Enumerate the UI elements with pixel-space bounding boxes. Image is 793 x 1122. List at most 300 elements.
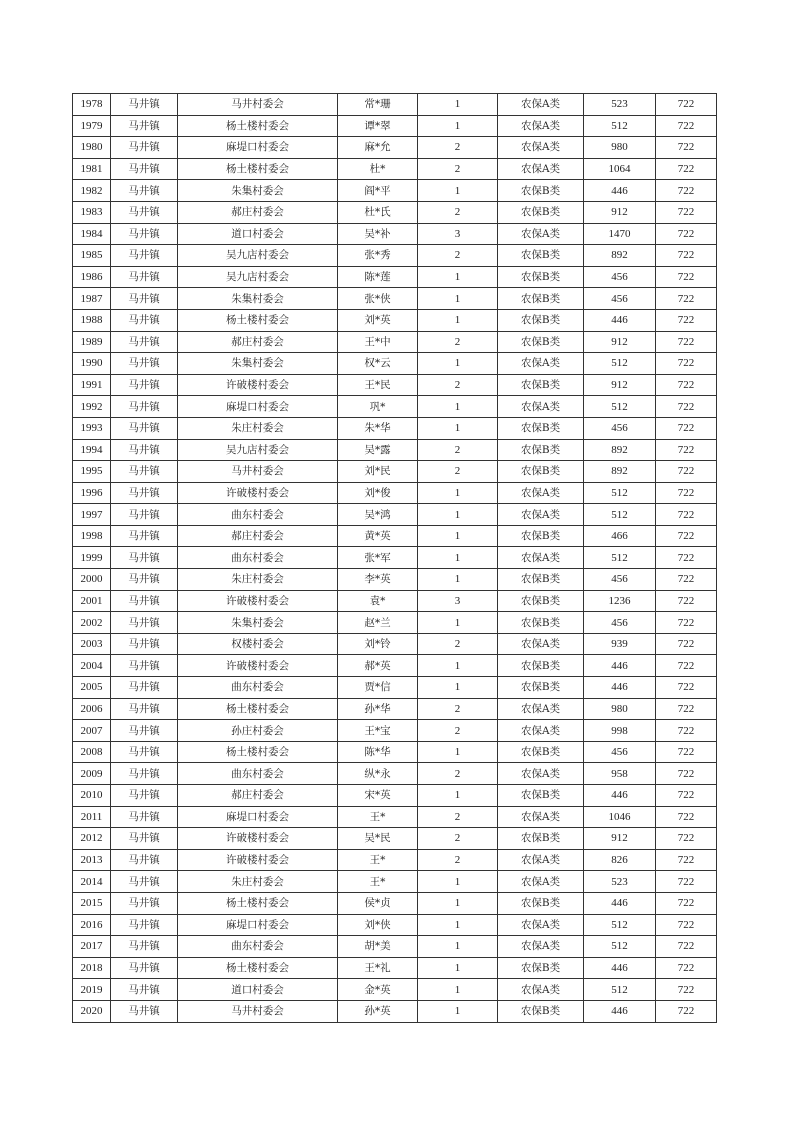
cell-amount: 512 xyxy=(584,353,656,375)
cell-household-size: 2 xyxy=(418,806,498,828)
cell-household-size: 2 xyxy=(418,158,498,180)
roster-body xyxy=(73,94,717,1023)
cell-name: 吴*民 xyxy=(338,828,418,850)
cell-insurance-type: 农保A类 xyxy=(498,979,584,1001)
cell-serial-number: 1979 xyxy=(73,115,111,137)
cell-amount: 912 xyxy=(584,828,656,850)
cell-standard: 722 xyxy=(656,158,717,180)
cell-household-size: 2 xyxy=(418,461,498,483)
cell-standard: 722 xyxy=(656,892,717,914)
cell-village-committee: 马井村委会 xyxy=(178,1000,338,1022)
cell-village-committee: 郝庄村委会 xyxy=(178,785,338,807)
cell-town: 马井镇 xyxy=(111,677,178,699)
table-row xyxy=(73,158,717,180)
cell-amount: 980 xyxy=(584,698,656,720)
cell-name: 张*秀 xyxy=(338,245,418,267)
cell-household-size: 1 xyxy=(418,353,498,375)
cell-town: 马井镇 xyxy=(111,828,178,850)
cell-serial-number: 2017 xyxy=(73,936,111,958)
table-row xyxy=(73,201,717,223)
cell-household-size: 2 xyxy=(418,828,498,850)
cell-insurance-type: 农保A类 xyxy=(498,633,584,655)
cell-insurance-type: 农保A类 xyxy=(498,158,584,180)
cell-insurance-type: 农保B类 xyxy=(498,785,584,807)
cell-standard: 722 xyxy=(656,288,717,310)
cell-insurance-type: 农保A类 xyxy=(498,223,584,245)
cell-insurance-type: 农保A类 xyxy=(498,849,584,871)
cell-amount: 456 xyxy=(584,288,656,310)
cell-town: 马井镇 xyxy=(111,223,178,245)
cell-standard: 722 xyxy=(656,849,717,871)
cell-serial-number: 2012 xyxy=(73,828,111,850)
table-row xyxy=(73,914,717,936)
cell-village-committee: 麻堤口村委会 xyxy=(178,806,338,828)
cell-insurance-type: 农保A类 xyxy=(498,396,584,418)
cell-amount: 939 xyxy=(584,633,656,655)
cell-standard: 722 xyxy=(656,461,717,483)
cell-amount: 892 xyxy=(584,461,656,483)
cell-name: 刘*俊 xyxy=(338,482,418,504)
cell-village-committee: 麻堤口村委会 xyxy=(178,914,338,936)
cell-insurance-type: 农保A类 xyxy=(498,482,584,504)
cell-household-size: 1 xyxy=(418,525,498,547)
cell-household-size: 2 xyxy=(418,720,498,742)
cell-amount: 892 xyxy=(584,439,656,461)
cell-village-committee: 杨土楼村委会 xyxy=(178,892,338,914)
table-row xyxy=(73,439,717,461)
cell-village-committee: 曲东村委会 xyxy=(178,763,338,785)
cell-village-committee: 吴九店村委会 xyxy=(178,245,338,267)
cell-standard: 722 xyxy=(656,439,717,461)
cell-insurance-type: 农保B类 xyxy=(498,828,584,850)
cell-name: 纵*永 xyxy=(338,763,418,785)
cell-standard: 722 xyxy=(656,979,717,1001)
cell-town: 马井镇 xyxy=(111,612,178,634)
cell-serial-number: 1997 xyxy=(73,504,111,526)
cell-household-size: 1 xyxy=(418,677,498,699)
cell-insurance-type: 农保A类 xyxy=(498,871,584,893)
cell-household-size: 1 xyxy=(418,309,498,331)
cell-household-size: 3 xyxy=(418,590,498,612)
cell-insurance-type: 农保B类 xyxy=(498,201,584,223)
table-row xyxy=(73,353,717,375)
cell-insurance-type: 农保B类 xyxy=(498,180,584,202)
cell-insurance-type: 农保B类 xyxy=(498,417,584,439)
cell-name: 张*军 xyxy=(338,547,418,569)
cell-insurance-type: 农保A类 xyxy=(498,353,584,375)
table-row xyxy=(73,180,717,202)
cell-village-committee: 朱集村委会 xyxy=(178,612,338,634)
cell-insurance-type: 农保A类 xyxy=(498,914,584,936)
cell-household-size: 1 xyxy=(418,94,498,116)
cell-town: 马井镇 xyxy=(111,979,178,1001)
cell-household-size: 1 xyxy=(418,957,498,979)
cell-standard: 722 xyxy=(656,331,717,353)
cell-town: 马井镇 xyxy=(111,914,178,936)
cell-insurance-type: 农保B类 xyxy=(498,331,584,353)
cell-village-committee: 曲东村委会 xyxy=(178,677,338,699)
cell-town: 马井镇 xyxy=(111,439,178,461)
cell-standard: 722 xyxy=(656,525,717,547)
table-row xyxy=(73,655,717,677)
cell-household-size: 1 xyxy=(418,504,498,526)
cell-name: 宋*英 xyxy=(338,785,418,807)
cell-name: 郝*英 xyxy=(338,655,418,677)
cell-amount: 446 xyxy=(584,892,656,914)
cell-standard: 722 xyxy=(656,828,717,850)
cell-insurance-type: 农保B类 xyxy=(498,245,584,267)
cell-standard: 722 xyxy=(656,245,717,267)
cell-town: 马井镇 xyxy=(111,288,178,310)
cell-household-size: 1 xyxy=(418,785,498,807)
table-row xyxy=(73,1000,717,1022)
cell-amount: 1064 xyxy=(584,158,656,180)
cell-name: 陈*华 xyxy=(338,741,418,763)
cell-town: 马井镇 xyxy=(111,720,178,742)
cell-name: 黄*英 xyxy=(338,525,418,547)
cell-household-size: 1 xyxy=(418,417,498,439)
cell-village-committee: 孙庄村委会 xyxy=(178,720,338,742)
cell-household-size: 2 xyxy=(418,849,498,871)
cell-name: 赵*兰 xyxy=(338,612,418,634)
cell-serial-number: 1999 xyxy=(73,547,111,569)
cell-serial-number: 2004 xyxy=(73,655,111,677)
cell-name: 胡*美 xyxy=(338,936,418,958)
table-row xyxy=(73,223,717,245)
table-row xyxy=(73,590,717,612)
cell-town: 马井镇 xyxy=(111,331,178,353)
cell-insurance-type: 农保B类 xyxy=(498,677,584,699)
cell-town: 马井镇 xyxy=(111,137,178,159)
cell-standard: 722 xyxy=(656,504,717,526)
cell-standard: 722 xyxy=(656,871,717,893)
table-row xyxy=(73,763,717,785)
cell-name: 王* xyxy=(338,871,418,893)
cell-serial-number: 1992 xyxy=(73,396,111,418)
cell-household-size: 1 xyxy=(418,482,498,504)
cell-serial-number: 1990 xyxy=(73,353,111,375)
cell-town: 马井镇 xyxy=(111,396,178,418)
cell-serial-number: 1994 xyxy=(73,439,111,461)
cell-village-committee: 马井村委会 xyxy=(178,461,338,483)
cell-household-size: 2 xyxy=(418,763,498,785)
cell-standard: 722 xyxy=(656,482,717,504)
cell-household-size: 2 xyxy=(418,245,498,267)
cell-household-size: 1 xyxy=(418,914,498,936)
cell-amount: 446 xyxy=(584,309,656,331)
cell-village-committee: 朱集村委会 xyxy=(178,353,338,375)
cell-town: 马井镇 xyxy=(111,633,178,655)
cell-serial-number: 2010 xyxy=(73,785,111,807)
cell-amount: 826 xyxy=(584,849,656,871)
cell-household-size: 1 xyxy=(418,288,498,310)
cell-standard: 722 xyxy=(656,94,717,116)
cell-name: 孙*英 xyxy=(338,1000,418,1022)
cell-household-size: 1 xyxy=(418,115,498,137)
cell-insurance-type: 农保B类 xyxy=(498,957,584,979)
cell-insurance-type: 农保A类 xyxy=(498,504,584,526)
cell-amount: 912 xyxy=(584,201,656,223)
cell-serial-number: 1993 xyxy=(73,417,111,439)
cell-standard: 722 xyxy=(656,957,717,979)
cell-village-committee: 吴九店村委会 xyxy=(178,266,338,288)
cell-amount: 512 xyxy=(584,504,656,526)
cell-amount: 466 xyxy=(584,525,656,547)
cell-insurance-type: 农保B类 xyxy=(498,266,584,288)
cell-insurance-type: 农保A类 xyxy=(498,936,584,958)
cell-amount: 912 xyxy=(584,374,656,396)
table-row xyxy=(73,720,717,742)
cell-name: 巩* xyxy=(338,396,418,418)
cell-standard: 722 xyxy=(656,698,717,720)
cell-name: 朱*华 xyxy=(338,417,418,439)
cell-serial-number: 2007 xyxy=(73,720,111,742)
table-row xyxy=(73,936,717,958)
cell-serial-number: 2002 xyxy=(73,612,111,634)
cell-serial-number: 2001 xyxy=(73,590,111,612)
cell-serial-number: 2019 xyxy=(73,979,111,1001)
cell-household-size: 1 xyxy=(418,979,498,1001)
table-row xyxy=(73,828,717,850)
table-row xyxy=(73,849,717,871)
cell-serial-number: 1989 xyxy=(73,331,111,353)
cell-amount: 446 xyxy=(584,655,656,677)
cell-town: 马井镇 xyxy=(111,115,178,137)
cell-serial-number: 1978 xyxy=(73,94,111,116)
cell-town: 马井镇 xyxy=(111,957,178,979)
cell-serial-number: 2018 xyxy=(73,957,111,979)
cell-name: 侯*贞 xyxy=(338,892,418,914)
cell-amount: 892 xyxy=(584,245,656,267)
cell-serial-number: 2011 xyxy=(73,806,111,828)
cell-household-size: 1 xyxy=(418,180,498,202)
table-row xyxy=(73,525,717,547)
cell-standard: 722 xyxy=(656,353,717,375)
cell-name: 吴*露 xyxy=(338,439,418,461)
table-row xyxy=(73,741,717,763)
cell-village-committee: 杨土楼村委会 xyxy=(178,741,338,763)
cell-village-committee: 麻堤口村委会 xyxy=(178,137,338,159)
cell-town: 马井镇 xyxy=(111,741,178,763)
cell-household-size: 1 xyxy=(418,655,498,677)
cell-household-size: 1 xyxy=(418,547,498,569)
cell-village-committee: 麻堤口村委会 xyxy=(178,396,338,418)
cell-standard: 722 xyxy=(656,266,717,288)
cell-household-size: 1 xyxy=(418,1000,498,1022)
cell-village-committee: 杨土楼村委会 xyxy=(178,698,338,720)
cell-insurance-type: 农保A类 xyxy=(498,763,584,785)
cell-serial-number: 1988 xyxy=(73,309,111,331)
table-row xyxy=(73,266,717,288)
cell-town: 马井镇 xyxy=(111,936,178,958)
cell-village-committee: 马井村委会 xyxy=(178,94,338,116)
cell-amount: 446 xyxy=(584,785,656,807)
cell-serial-number: 2020 xyxy=(73,1000,111,1022)
table-row xyxy=(73,612,717,634)
table-row xyxy=(73,957,717,979)
cell-serial-number: 1981 xyxy=(73,158,111,180)
cell-amount: 1046 xyxy=(584,806,656,828)
cell-standard: 722 xyxy=(656,936,717,958)
cell-village-committee: 朱庄村委会 xyxy=(178,417,338,439)
table-row xyxy=(73,288,717,310)
cell-amount: 523 xyxy=(584,94,656,116)
cell-name: 吴*补 xyxy=(338,223,418,245)
table-row xyxy=(73,806,717,828)
cell-village-committee: 朱庄村委会 xyxy=(178,871,338,893)
cell-amount: 512 xyxy=(584,115,656,137)
cell-town: 马井镇 xyxy=(111,871,178,893)
cell-standard: 722 xyxy=(656,374,717,396)
cell-name: 孙*华 xyxy=(338,698,418,720)
cell-serial-number: 1984 xyxy=(73,223,111,245)
cell-standard: 722 xyxy=(656,763,717,785)
cell-amount: 446 xyxy=(584,677,656,699)
cell-town: 马井镇 xyxy=(111,590,178,612)
cell-town: 马井镇 xyxy=(111,245,178,267)
cell-insurance-type: 农保B类 xyxy=(498,309,584,331)
cell-amount: 980 xyxy=(584,137,656,159)
cell-insurance-type: 农保A类 xyxy=(498,806,584,828)
cell-town: 马井镇 xyxy=(111,374,178,396)
cell-amount: 512 xyxy=(584,936,656,958)
cell-amount: 456 xyxy=(584,266,656,288)
cell-insurance-type: 农保B类 xyxy=(498,569,584,591)
cell-town: 马井镇 xyxy=(111,94,178,116)
cell-insurance-type: 农保B类 xyxy=(498,525,584,547)
cell-village-committee: 许破楼村委会 xyxy=(178,590,338,612)
cell-household-size: 1 xyxy=(418,892,498,914)
cell-standard: 722 xyxy=(656,223,717,245)
table-row xyxy=(73,396,717,418)
cell-amount: 512 xyxy=(584,914,656,936)
cell-household-size: 2 xyxy=(418,331,498,353)
cell-town: 马井镇 xyxy=(111,655,178,677)
cell-name: 金*英 xyxy=(338,979,418,1001)
cell-village-committee: 许破楼村委会 xyxy=(178,374,338,396)
cell-household-size: 3 xyxy=(418,223,498,245)
cell-name: 王*宝 xyxy=(338,720,418,742)
cell-serial-number: 2016 xyxy=(73,914,111,936)
cell-household-size: 2 xyxy=(418,698,498,720)
table-row xyxy=(73,417,717,439)
cell-village-committee: 郝庄村委会 xyxy=(178,525,338,547)
cell-name: 杜* xyxy=(338,158,418,180)
table-row xyxy=(73,569,717,591)
cell-name: 阎*平 xyxy=(338,180,418,202)
cell-household-size: 1 xyxy=(418,266,498,288)
cell-village-committee: 杨土楼村委会 xyxy=(178,158,338,180)
cell-household-size: 2 xyxy=(418,201,498,223)
cell-town: 马井镇 xyxy=(111,461,178,483)
cell-village-committee: 道口村委会 xyxy=(178,223,338,245)
cell-amount: 958 xyxy=(584,763,656,785)
cell-town: 马井镇 xyxy=(111,309,178,331)
cell-serial-number: 1983 xyxy=(73,201,111,223)
cell-serial-number: 1982 xyxy=(73,180,111,202)
cell-village-committee: 许破楼村委会 xyxy=(178,482,338,504)
cell-standard: 722 xyxy=(656,612,717,634)
cell-standard: 722 xyxy=(656,785,717,807)
cell-name: 麻*允 xyxy=(338,137,418,159)
cell-standard: 722 xyxy=(656,741,717,763)
cell-amount: 512 xyxy=(584,482,656,504)
cell-town: 马井镇 xyxy=(111,482,178,504)
cell-name: 权*云 xyxy=(338,353,418,375)
table-row xyxy=(73,785,717,807)
cell-household-size: 2 xyxy=(418,633,498,655)
cell-standard: 722 xyxy=(656,396,717,418)
cell-amount: 512 xyxy=(584,979,656,1001)
cell-amount: 1470 xyxy=(584,223,656,245)
cell-village-committee: 郝庄村委会 xyxy=(178,331,338,353)
cell-name: 王*中 xyxy=(338,331,418,353)
cell-household-size: 1 xyxy=(418,569,498,591)
cell-name: 贾*信 xyxy=(338,677,418,699)
cell-standard: 722 xyxy=(656,1000,717,1022)
cell-serial-number: 2003 xyxy=(73,633,111,655)
cell-name: 王*礼 xyxy=(338,957,418,979)
cell-village-committee: 曲东村委会 xyxy=(178,547,338,569)
cell-standard: 722 xyxy=(656,201,717,223)
cell-town: 马井镇 xyxy=(111,158,178,180)
cell-serial-number: 1986 xyxy=(73,266,111,288)
cell-village-committee: 杨土楼村委会 xyxy=(178,309,338,331)
cell-amount: 512 xyxy=(584,547,656,569)
cell-name: 王* xyxy=(338,806,418,828)
cell-amount: 446 xyxy=(584,1000,656,1022)
roster-table xyxy=(72,93,717,1023)
cell-insurance-type: 农保B类 xyxy=(498,461,584,483)
cell-standard: 722 xyxy=(656,417,717,439)
cell-village-committee: 朱集村委会 xyxy=(178,180,338,202)
table-row xyxy=(73,331,717,353)
cell-amount: 456 xyxy=(584,741,656,763)
cell-town: 马井镇 xyxy=(111,547,178,569)
cell-village-committee: 杨土楼村委会 xyxy=(178,957,338,979)
cell-serial-number: 1991 xyxy=(73,374,111,396)
cell-town: 马井镇 xyxy=(111,698,178,720)
cell-village-committee: 许破楼村委会 xyxy=(178,828,338,850)
cell-serial-number: 2000 xyxy=(73,569,111,591)
cell-household-size: 1 xyxy=(418,612,498,634)
cell-household-size: 1 xyxy=(418,871,498,893)
cell-village-committee: 权楼村委会 xyxy=(178,633,338,655)
cell-household-size: 2 xyxy=(418,374,498,396)
cell-amount: 456 xyxy=(584,569,656,591)
cell-name: 杜*氏 xyxy=(338,201,418,223)
cell-standard: 722 xyxy=(656,115,717,137)
cell-serial-number: 1998 xyxy=(73,525,111,547)
cell-town: 马井镇 xyxy=(111,892,178,914)
cell-insurance-type: 农保B类 xyxy=(498,288,584,310)
cell-standard: 722 xyxy=(656,590,717,612)
cell-household-size: 1 xyxy=(418,936,498,958)
cell-amount: 523 xyxy=(584,871,656,893)
cell-name: 陈*莲 xyxy=(338,266,418,288)
cell-name: 吴*鸿 xyxy=(338,504,418,526)
table-row xyxy=(73,245,717,267)
cell-village-committee: 道口村委会 xyxy=(178,979,338,1001)
cell-village-committee: 杨土楼村委会 xyxy=(178,115,338,137)
cell-town: 马井镇 xyxy=(111,569,178,591)
cell-standard: 722 xyxy=(656,633,717,655)
cell-town: 马井镇 xyxy=(111,806,178,828)
cell-serial-number: 2009 xyxy=(73,763,111,785)
cell-name: 刘*侠 xyxy=(338,914,418,936)
cell-town: 马井镇 xyxy=(111,504,178,526)
cell-town: 马井镇 xyxy=(111,763,178,785)
